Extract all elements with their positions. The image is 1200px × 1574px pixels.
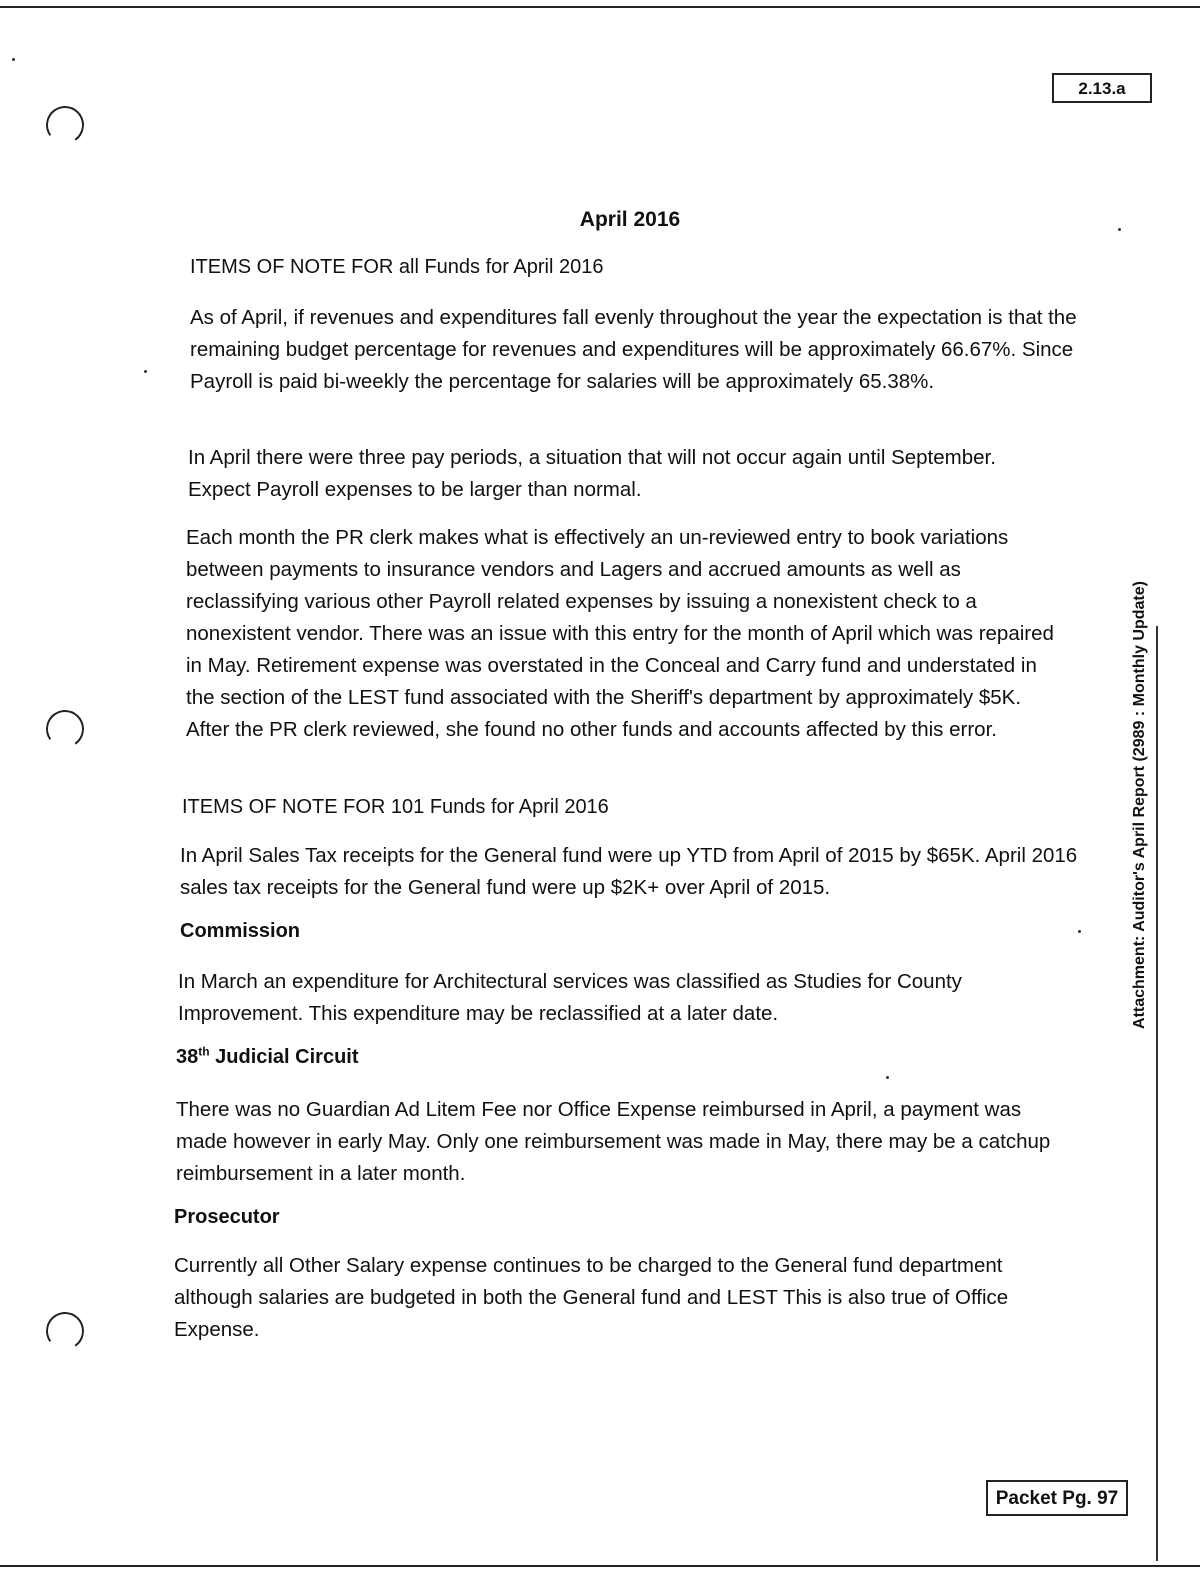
speck (144, 370, 147, 373)
speck (1078, 930, 1081, 933)
packet-page-box: Packet Pg. 97 (986, 1480, 1128, 1516)
paragraph-budget-expectation: As of April, if revenues and expenditures fall evenly throughout the year the expectation is that the remaining budget percentage for revenues and expenditures will be approximately 66.67%. Since Payroll is paid bi-weekly the percentage for salaries will be approximately 65.38%. (190, 306, 1077, 393)
margin-line (1156, 626, 1158, 1561)
judicial-heading-text: Judicial Circuit (209, 1046, 359, 1068)
prosecutor-heading: Prosecutor (174, 1206, 280, 1228)
attachment-sidebar-label: Attachment: Auditor's April Report (2989 : Monthly Update) (1131, 581, 1148, 1029)
punch-hole-top (43, 103, 87, 147)
judicial-circuit-heading (176, 1046, 359, 1069)
paragraph-pay-periods: In April there were three pay periods, a situation that will not occur again until September. Expect Payroll expenses to be larger than normal. (188, 446, 996, 501)
paragraph-pr-clerk-entry: Each month the PR clerk makes what is effectively an un-reviewed entry to book variations between payments to insurance vendors and Lagers and accrued amounts as well as reclassifying various other Payroll related expenses by issuing a nonexistent check to a nonexistent vendor. There was an issue with this entry for the month of April which was repaired in May. Retirement expense was overstated in the Conceal and Carry fund and understated in the section of the LEST fund associated with the Sheriff's department by approximately $5K. After the PR clerk reviewed, she found no other funds and accounts affected by this error. (186, 526, 1054, 741)
speck (12, 58, 15, 61)
speck (886, 1076, 889, 1079)
bottom-rule (0, 1565, 1200, 1567)
judicial-heading-number: 38 (176, 1046, 199, 1068)
speck (1118, 228, 1121, 231)
judicial-heading-suffix: th (198, 1044, 210, 1059)
paragraph-guardian-ad-litem: There was no Guardian Ad Litem Fee nor Office Expense reimbursed in April, a payment was made however in early May. Only one reimbursement was made in May, there may be a catchup reimbursement in a later month. (176, 1098, 1051, 1185)
paragraph-sales-tax: In April Sales Tax receipts for the General fund were up YTD from April of 2015 by $65K. April 2016 sales tax receipts for the General fund were up $2K+ over April of 2015. (180, 844, 1078, 899)
commission-heading: Commission (180, 920, 301, 942)
page-title: April 2016 (579, 208, 681, 231)
document-id-box: 2.13.a (1052, 73, 1152, 103)
all-funds-heading: ITEMS OF NOTE FOR all Funds for April 2016 (190, 256, 604, 278)
paragraph-prosecutor: Currently all Other Salary expense continues to be charged to the General fund department although salaries are budgeted in both the General fund and LEST This is also true of Office Expense. (174, 1254, 1009, 1341)
top-rule (0, 6, 1200, 8)
fund101-heading: ITEMS OF NOTE FOR 101 Funds for April 2016 (182, 796, 609, 818)
paragraph-commission: In March an expenditure for Architectural services was classified as Studies for County Improvement. This expenditure may be reclassified at a later date. (178, 970, 962, 1025)
punch-hole-bottom (43, 1309, 87, 1353)
punch-hole-middle (43, 707, 87, 751)
